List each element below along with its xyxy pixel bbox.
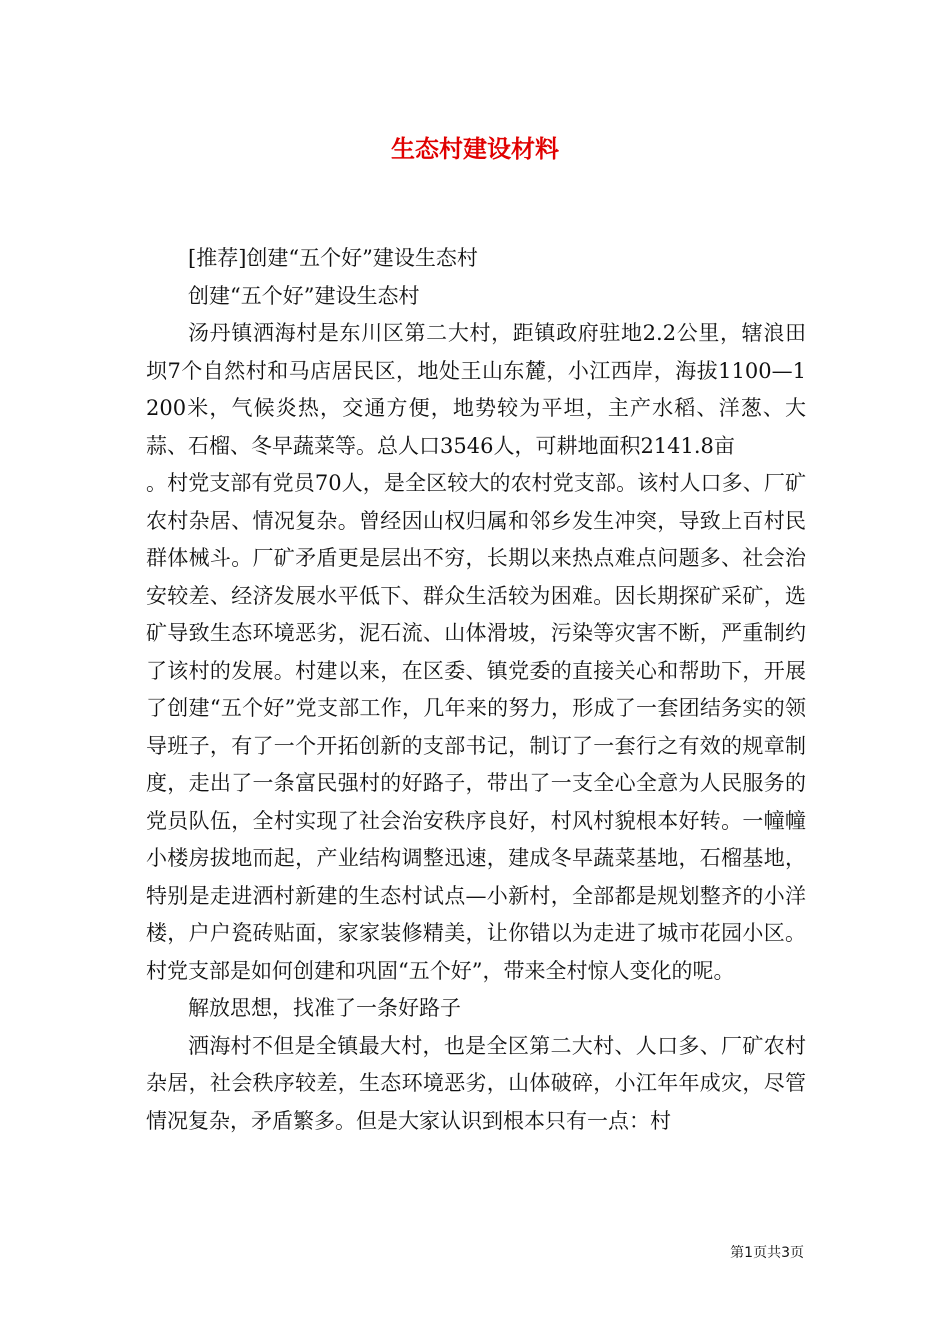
document-title: 生态村建设材料 bbox=[391, 134, 559, 163]
paragraph-village-intro: 汤丹镇洒海村是东川区第二大村，距镇政府驻地2.2公里，辖浪田坝7个自然村和马店居民区，地处王山东麓，小江西岸，海拔1100—1200米，气候炎热，交通方便，地势较为平坦，主产水稻、洋葱、大蒜、石榴、冬早蔬菜等。总人口3546人，可耕地面积2141.8亩 bbox=[146, 321, 806, 458]
paragraph-recommend-heading: [推荐]创建“五个好”建设生态村 bbox=[188, 246, 478, 270]
document-body bbox=[146, 240, 806, 1140]
paragraph-section-heading: 解放思想，找准了一条好路子 bbox=[188, 996, 461, 1020]
paragraph-party-branch: 。村党支部有党员70人，是全区较大的农村党支部。该村人口多、厂矿农村杂居、情况复杂。曾经因山权归属和邻乡发生冲突，导致上百村民群体械斗。厂矿矛盾更是层出不穷，长期以来热点难点问题多、社会治安较差、经济发展水平低下、群众生活较为困难。因长期探矿采矿，选矿导致生态环境恶劣，泥石流、山体滑坡，污染等灾害不断，严重制约了该村的发展。村建以来，在区委、镇党委的直接关心和帮助下，开展了创建“五个好”党支部工作，几年来的努力，形成了一套团结务实的领导班子，有了一个开拓创新的支部书记，制订了一套行之有效的规章制度，走出了一条富民强村的好路子，带出了一支全心全意为人民服务的党员队伍，全村实现了社会治安秩序良好，村风村貌根本好转。一幢幢小楼房拔地而起，产业结构调整迅速，建成冬早蔬菜基地，石榴基地，特别是走进洒村新建的生态村试点—小新村，全部都是规划整齐的小洋楼，户户瓷砖贴面，家家装修精美，让你错以为走进了城市花园小区。村党支部是如何创建和巩固“五个好”，带来全村惊人变化的呢。 bbox=[146, 471, 806, 983]
paragraph-section-text: 洒海村不但是全镇最大村，也是全区第二大村、人口多、厂矿农村杂居，社会秩序较差，生态环境恶劣，山体破碎，小江年年成灾，尽管情况复杂，矛盾繁多。但是大家认识到根本只有一点：村 bbox=[146, 1033, 806, 1133]
paragraph-subheading: 创建“五个好”建设生态村 bbox=[188, 283, 420, 308]
page-number: 第1页共3页 bbox=[730, 1245, 804, 1261]
